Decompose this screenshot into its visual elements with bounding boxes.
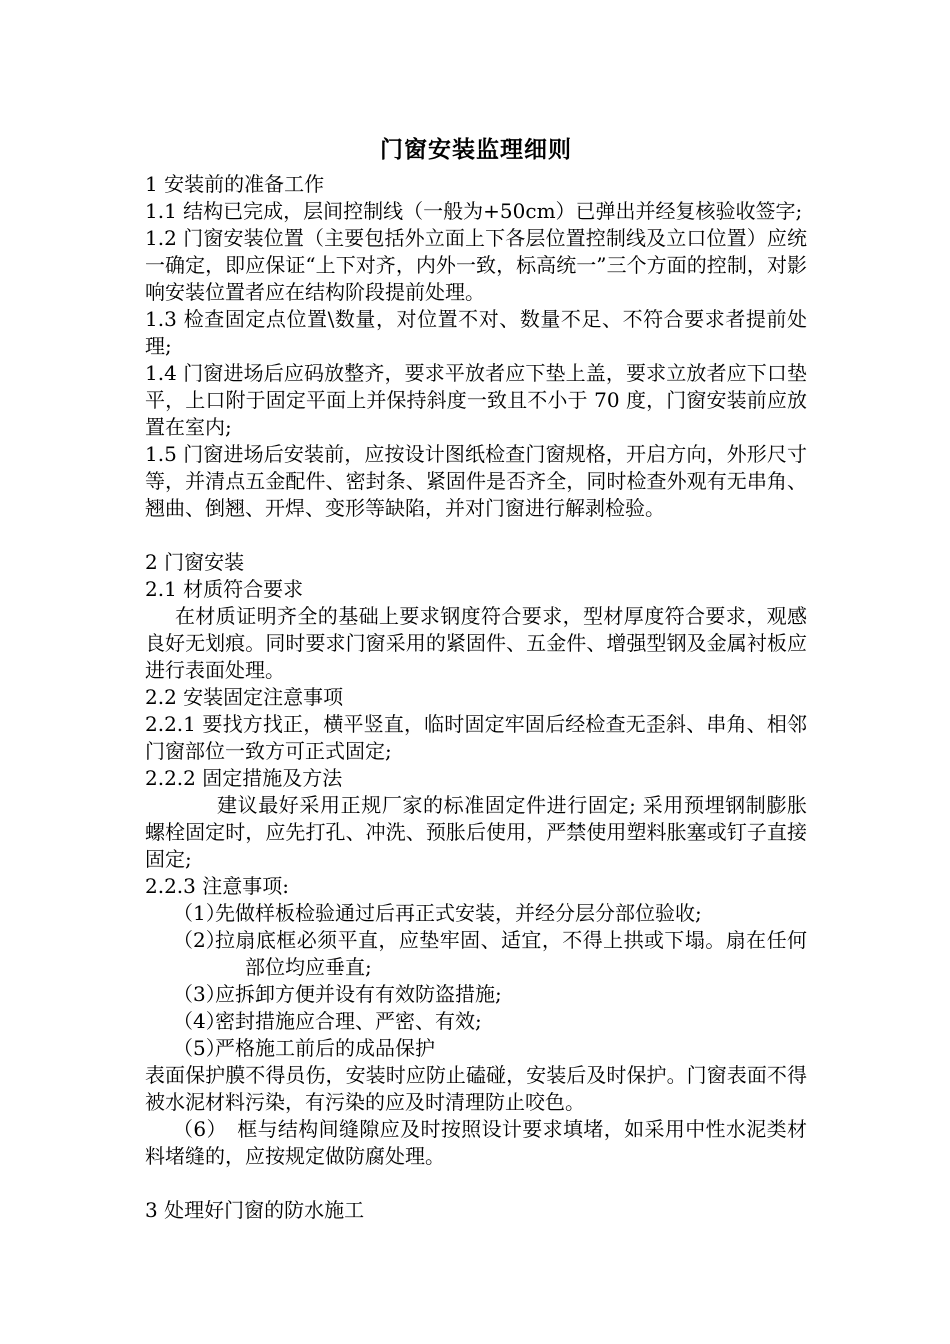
- paragraph-item-5-continuation: 表面保护膜不得员伤，安装时应防止磕碰，安装后及时保护。门窗表面不得被水泥材料污染，有污染的应及时清理防止咬色。: [145, 1063, 807, 1114]
- list-item: [145, 927, 807, 981]
- list-item: [145, 1008, 807, 1035]
- paragraph-2-1: 在材质证明齐全的基础上要求钢度符合要求，型材厚度符合要求，观感良好无划痕。同时要求门窗采用的紧固件、五金件、增强型钢及金属衬板应进行表面处理。: [145, 604, 807, 682]
- list-item-number: （3）: [173, 982, 226, 1006]
- section-heading-1: 1 安装前的准备工作: [145, 172, 325, 196]
- paragraph-1-5: 1.5 门窗进场后安装前，应按设计图纸检查门窗规格，开启方向，外形尺寸等，并清点五金配件、密封条、紧固件是否齐全，同时检查外观有无串角、翘曲、倒翘、开焊、变形等缺陷，并对门窗进行解剥检验。: [145, 442, 807, 520]
- paragraph-1-1: 1.1 结构已完成，层间控制线（一般为+50cm）已弹出并经复核验收签字;: [145, 199, 803, 223]
- list-item-number: （5）: [173, 1036, 226, 1060]
- list-item-number: （1）: [173, 901, 226, 925]
- blank-line: [145, 1170, 807, 1197]
- section-heading-3: 3 处理好门窗的防水施工: [145, 1198, 365, 1222]
- list-item-text: 密封措施应合理、严密、有效;: [215, 1009, 482, 1033]
- list-item-text: 框与结构间缝隙应及时按照设计要求填堵，如采用中性水泥类材料堵缝的，应按规定做防腐处理。: [145, 1117, 808, 1168]
- paragraph-1-4: 1.4 门窗进场后应码放整齐，要求平放者应下垫上盖，要求立放者应下口垫平，上口附于固定平面上并保持斜度一致且不小于 70 度，门窗安装前应放置在室内;: [145, 361, 807, 439]
- list-item-number: （4）: [173, 1009, 226, 1033]
- page-title: 门窗安装监理细则: [380, 136, 572, 163]
- list-item-number: （2）: [173, 928, 226, 952]
- list-item-text: 先做样板检验通过后再正式安装，并经分层分部位验收;: [215, 901, 702, 925]
- list-item-number: （6）: [173, 1117, 217, 1141]
- list-item-6: [145, 1116, 807, 1170]
- list-item: [145, 1035, 807, 1062]
- list-item-text: 应拆卸方便并设有有效防盗措施;: [215, 982, 502, 1006]
- subheading-2-2-2: 2.2.2 固定措施及方法: [145, 766, 343, 790]
- paragraph-1-2: 1.2 门窗安装位置（主要包括外立面上下各层位置控制线及立口位置）应统一确定，即应保证“上下对齐，内外一致，标高统一”三个方面的控制，对影响安装位置者应在结构阶段提前处理。: [145, 226, 807, 304]
- subheading-2-1: 2.1 材质符合要求: [145, 577, 304, 601]
- paragraph-2-2-2: 建议最好采用正规厂家的标准固定件进行固定; 采用预埋钢制膨胀螺栓固定时，应先打孔、冲洗、预胀后使用，严禁使用塑料胀塞或钉子直接固定;: [145, 793, 807, 871]
- subheading-2-2: 2.2 安装固定注意事项: [145, 685, 344, 709]
- subheading-2-2-3: 2.2.3 注意事项:: [145, 874, 289, 898]
- list-item-text: 拉扇底框必须平直，应垫牢固、适宜，不得上拱或下塌。扇在任何部位均应垂直;: [215, 928, 807, 979]
- section-heading-2: 2 门窗安装: [145, 550, 245, 574]
- list-item: [145, 900, 807, 927]
- list-item-text: 严格施工前后的成品保护: [215, 1036, 435, 1060]
- document-body: [145, 171, 807, 1224]
- paragraph-1-3: 1.3 检查固定点位置\数量，对位置不对、数量不足、不符合要求者提前处理;: [145, 307, 807, 358]
- blank-line: [145, 522, 807, 549]
- paragraph-2-2-1: 2.2.1 要找方找正，横平竖直，临时固定牢固后经检查无歪斜、串角、相邻门窗部位一致方可正式固定;: [145, 712, 807, 763]
- list-item: [145, 981, 807, 1008]
